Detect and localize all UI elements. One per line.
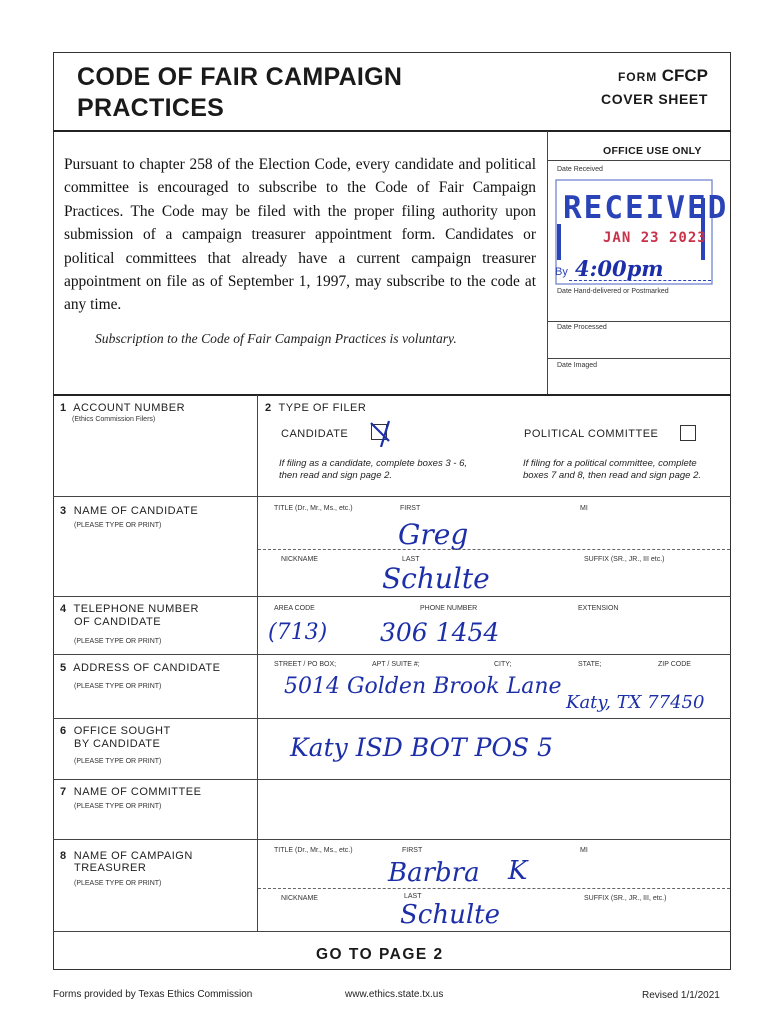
section5-label (60, 662, 220, 674)
section2-number: 2 (265, 402, 272, 414)
frame-bottom (53, 969, 731, 970)
section1-title: ACCOUNT NUMBER (73, 402, 186, 414)
section5-sub: (PLEASE TYPE OR PRINT) (74, 683, 162, 690)
frame-left (53, 52, 54, 970)
form-prefix: FORM (617, 70, 658, 84)
section3-title-label: TITLE (Dr., Mr., Ms., etc.) (274, 505, 353, 512)
section6-number: 6 (60, 725, 67, 737)
label-column-divider-8 (257, 839, 258, 931)
treasurer-last-name: Schulte (400, 900, 501, 930)
section5-number: 5 (60, 662, 67, 674)
section3-sub: (PLEASE TYPE OR PRINT) (74, 522, 162, 529)
frame-top (53, 52, 731, 53)
section6-label-2: BY CANDIDATE (74, 738, 161, 750)
office-use-heading: OFFICE USE ONLY (603, 145, 702, 157)
row-line-footer (53, 931, 731, 932)
committee-note-2: boxes 7 and 8, then read and sign page 2. (523, 470, 701, 481)
candidate-first-name: Greg (398, 518, 469, 551)
footer-revised: Revised 1/1/2021 (642, 990, 720, 1001)
candidate-check-mark (369, 417, 391, 447)
form-title-line1: CODE OF FAIR CAMPAIGN (77, 63, 403, 91)
candidate-last-name: Schulte (382, 562, 490, 595)
section8-number: 8 (60, 850, 67, 862)
candidate-checkbox[interactable] (371, 424, 387, 440)
section8-sub: (PLEASE TYPE OR PRINT) (74, 880, 162, 887)
stamp-by: By (555, 266, 568, 278)
section6-label-1 (60, 725, 171, 737)
section8-first-label: FIRST (402, 847, 423, 854)
received-stamp (553, 178, 729, 288)
row-line-7 (53, 779, 731, 780)
row-line-3 (53, 496, 731, 497)
office-line-3 (547, 358, 731, 359)
section4-title-1: TELEPHONE NUMBER (73, 603, 199, 615)
frame-right (730, 52, 731, 970)
row-line-5 (53, 654, 731, 655)
section4-sub: (PLEASE TYPE OR PRINT) (74, 638, 162, 645)
footer-website: www.ethics.state.tx.us (345, 989, 444, 1000)
section6-title-1: OFFICE SOUGHT (73, 725, 171, 737)
section3-last-label: LAST (402, 556, 420, 563)
section4-number: 4 (60, 603, 67, 615)
zip-label: ZIP CODE (658, 661, 691, 668)
office-use-divider (547, 131, 548, 394)
committee-checkbox[interactable] (680, 425, 696, 441)
area-code-label: AREA CODE (274, 605, 315, 612)
section1-number: 1 (60, 402, 67, 414)
section3-title: NAME OF CANDIDATE (73, 505, 199, 517)
office-line-2 (547, 321, 731, 322)
go-to-page-2: GO TO PAGE 2 (316, 946, 444, 963)
phone-number-value: 306 1454 (380, 618, 500, 647)
header-divider (53, 130, 731, 132)
section7-number: 7 (60, 786, 67, 798)
section3-first-label: FIRST (400, 505, 421, 512)
apt-label: APT / SUITE #; (372, 661, 420, 668)
section3-label (60, 505, 198, 517)
section2-title: TYPE OF FILER (278, 402, 367, 414)
label-column-divider (257, 395, 258, 839)
city-state-zip-value: Katy, TX 77450 (566, 692, 705, 713)
treasurer-middle-initial: K (508, 856, 528, 886)
street-value: 5014 Golden Brook Lane (284, 674, 562, 699)
office-use-line (547, 160, 731, 161)
area-code-value: (713) (268, 620, 328, 645)
section6-sub: (PLEASE TYPE OR PRINT) (74, 758, 162, 765)
candidate-note-1: If filing as a candidate, complete boxes 3 - 6, (279, 458, 467, 469)
candidate-note-2: then read and sign page 2. (279, 470, 393, 481)
section8-nickname-label: NICKNAME (281, 895, 318, 902)
form-code (618, 66, 708, 86)
row-line-4 (53, 596, 731, 597)
row-line-8 (53, 839, 731, 840)
section8-title-label: TITLE (Dr., Mr., Ms., etc.) (274, 847, 353, 854)
voluntary-note: Subscription to the Code of Fair Campaign Practices is voluntary. (95, 331, 457, 346)
phone-number-label: PHONE NUMBER (420, 605, 478, 612)
form-code-value: CFCP (661, 66, 708, 85)
section1-label (60, 402, 185, 414)
row-line-top (53, 394, 731, 396)
section3-nickname-label: NICKNAME (281, 556, 318, 563)
section7-label (60, 786, 201, 798)
intro-paragraph: Pursuant to chapter 258 of the Election Code, every candidate and political committee is encouraged to subscribe to the Code of Fair Campaign Practices. The Code may be filed with the proper filing authority upon submission of a campaign treasurer appointment form. Candidates or political committees that already have a current campaign treasurer appointment on file as of September 1, 1997, may subscribe to the code at any time. (64, 156, 536, 314)
section3-divider (258, 549, 730, 550)
date-imaged-label: Date Imaged (557, 362, 598, 369)
state-label: STATE; (578, 661, 602, 668)
section8-last-label: LAST (404, 893, 422, 900)
section7-sub: (PLEASE TYPE OR PRINT) (74, 803, 162, 810)
date-processed-label: Date Processed (557, 324, 607, 331)
street-label: STREET / PO BOX; (274, 661, 337, 668)
section8-suffix-label: SUFFIX (SR., JR., III, etc.) (584, 895, 667, 902)
section3-number: 3 (60, 505, 67, 517)
section8-label-2: TREASURER (74, 862, 147, 874)
date-received-label: Date Received (557, 166, 603, 173)
committee-label: POLITICAL COMMITTEE (524, 428, 659, 440)
form-subtitle: COVER SHEET (601, 91, 708, 107)
city-label: CITY; (494, 661, 512, 668)
office-sought-value: Katy ISD BOT POS 5 (290, 733, 553, 762)
section8-title-1: NAME OF CAMPAIGN (73, 850, 193, 862)
candidate-label: CANDIDATE (281, 428, 349, 440)
stamp-time: 4:00pm (575, 256, 664, 281)
section2-label (265, 402, 366, 414)
section3-mi-label: MI (580, 505, 588, 512)
stamp-by-line (569, 280, 711, 281)
treasurer-first-name: Barbra (388, 858, 480, 888)
stamp-date: JAN 23 2023 (603, 230, 707, 246)
section4-label-1 (60, 603, 199, 615)
section8-mi-label: MI (580, 847, 588, 854)
extension-label: EXTENSION (578, 605, 619, 612)
section1-sub: (Ethics Commission Filers) (72, 416, 156, 423)
stamp-received-text: RECEIVED (563, 190, 729, 226)
section8-divider (258, 888, 730, 889)
section7-title: NAME OF COMMITTEE (73, 786, 202, 798)
section3-suffix-label: SUFFIX (SR., JR., III etc.) (584, 556, 665, 563)
row-line-6 (53, 718, 731, 719)
section5-title: ADDRESS OF CANDIDATE (73, 662, 221, 674)
footer-provided-by: Forms provided by Texas Ethics Commission (53, 989, 253, 1000)
committee-note-1: If filing for a political committee, complete (523, 458, 697, 469)
section8-label-1 (60, 850, 193, 862)
form-title-line2: PRACTICES (77, 94, 225, 122)
section4-label-2: OF CANDIDATE (74, 616, 162, 628)
hand-delivered-label: Date Hand-delivered or Postmarked (557, 288, 669, 295)
